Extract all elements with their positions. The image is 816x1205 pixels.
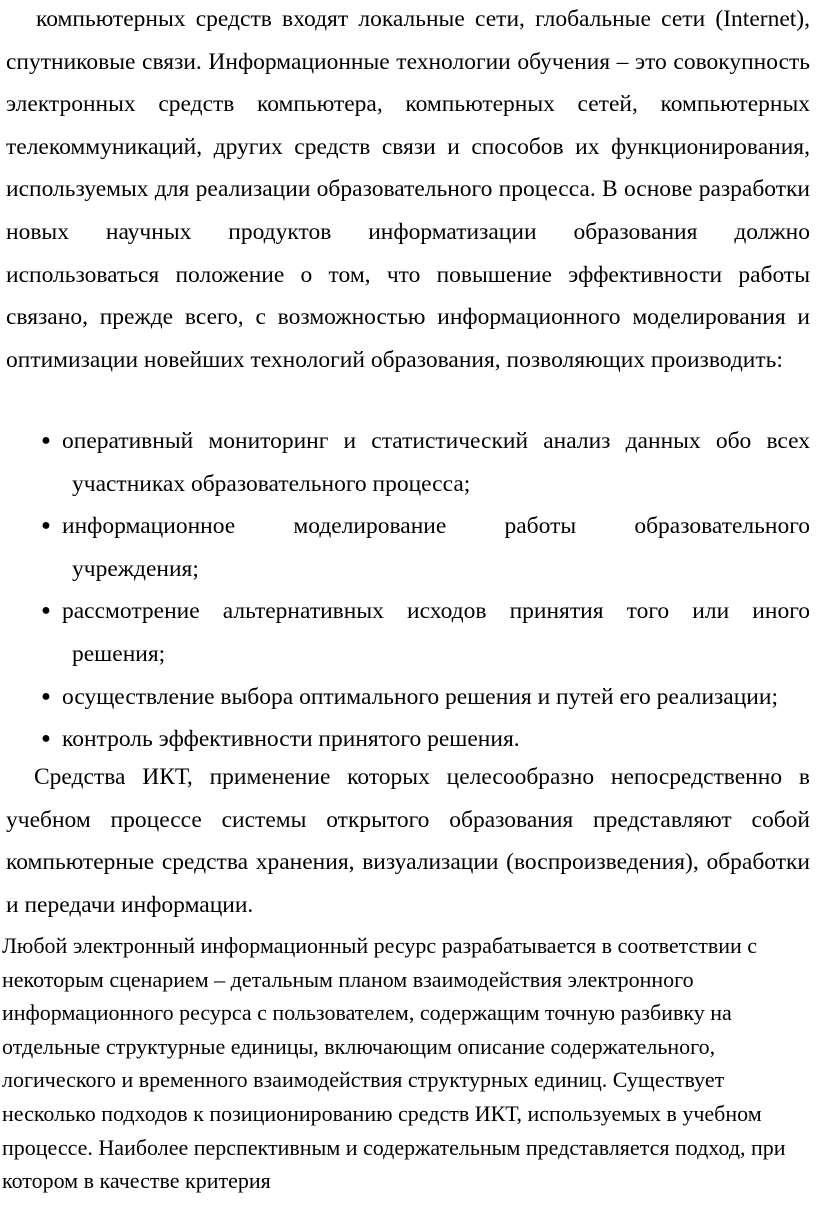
list-item-text: осуществление выбора оптимального решения и путей его реализации;	[62, 683, 778, 710]
list-item-text: оперативный мониторинг и статистический анализ данных обо всех	[62, 428, 810, 454]
bullet-dot-icon: ●	[41, 602, 51, 620]
bullet-dot-icon: ●	[41, 730, 51, 748]
paragraph-electronic-resource: Любой электронный информационный ресурс разрабатывается в соответствии с некоторым сценарием – детальным планом взаимодействия электронного информационного ресурса с пользователем, содержащим точную разбивку на отдельные структурные единицы, включающим описание содержательного, логического и временного взаимодействия структурных единиц. Существует несколько подходов к позиционированию средств ИКТ, используемых в учебном процессе. Наиболее перспективным и содержательным представляется подход, при котором в качестве критерия	[2, 933, 786, 1194]
bullet-list	[0, 420, 816, 761]
list-item	[0, 718, 816, 761]
paragraph-ict-definition: компьютерных средств входят локальные сети, глобальные сети (Internet), спутниковые связи. Информационные технологии обучения – это совокупность электронных средств компьютера, компьютерных сетей, компьютерных телекоммуникаций, других средств связи и способов их функционирования, используемых для реализации образовательного процесса. В основе разработки новых научных продуктов информатизации образования должно использоваться положение о том, что повышение эффективности работы связано, прежде всего, с возможностью информационного моделирования и оптимизации новейших технологий образования, позволяющих производить:	[6, 6, 810, 373]
list-item-text-continued: участниках образовательного процесса;	[72, 470, 471, 497]
list-item-text: рассмотрение альтернативных исходов принятия того или иного	[62, 598, 810, 625]
bullet-dot-icon: ●	[41, 432, 51, 449]
list-item-text: информационное моделирование работы образовательного	[62, 513, 810, 540]
bullet-dot-icon: ●	[41, 687, 51, 705]
bullet-dot-icon: ●	[41, 517, 51, 535]
list-item-text-continued: учреждения;	[72, 555, 199, 582]
list-item	[0, 505, 816, 590]
list-item	[0, 676, 816, 719]
list-item	[0, 420, 816, 505]
paragraph-ict-tools: Средства ИКТ, применение которых целесообразно непосредственно в учебном процессе системы открытого образования представляют собой компьютерные средства хранения, визуализации (воспроизведения), обработки и передачи информации.	[6, 764, 810, 918]
list-item	[0, 590, 816, 675]
list-item-text: контроль эффективности принятого решения.	[62, 726, 520, 753]
list-item-text-continued: решения;	[72, 640, 166, 667]
